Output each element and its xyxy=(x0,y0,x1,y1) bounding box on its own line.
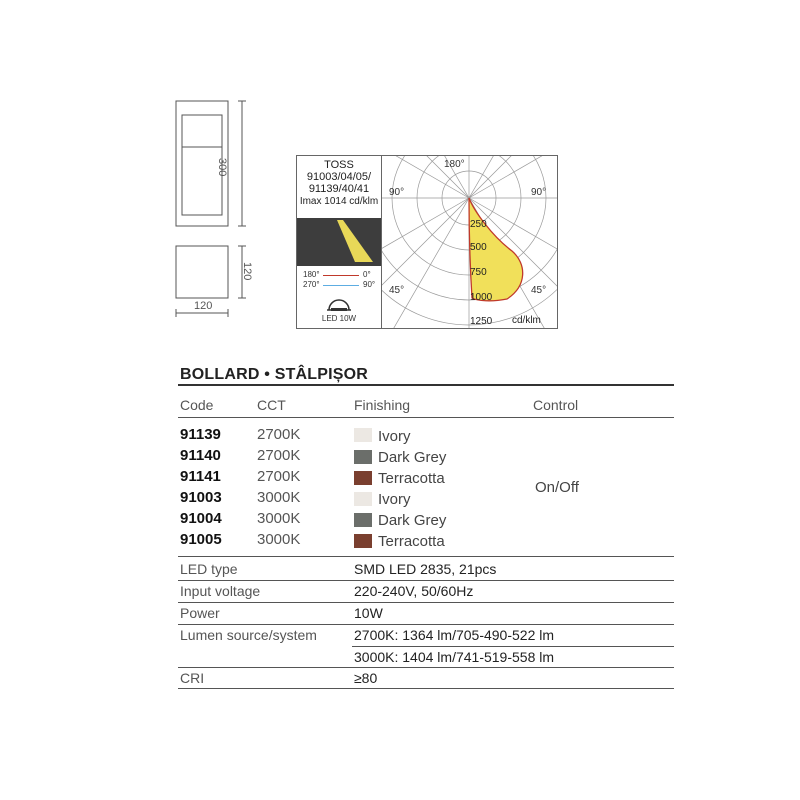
legend-line-blue xyxy=(323,285,359,286)
voltage-value: 220-240V, 50/60Hz xyxy=(354,583,474,599)
product-cct: 2700K xyxy=(257,447,301,464)
product-code: 91003 xyxy=(180,489,222,506)
header-cct: CCT xyxy=(257,397,286,413)
spec-rule-1 xyxy=(178,580,674,581)
legend-line-red xyxy=(323,275,359,276)
angle-90-right: 90° xyxy=(531,187,547,198)
intensity-unit: cd/klm xyxy=(512,315,541,326)
header-control: Control xyxy=(533,397,579,413)
ring-250: 250 xyxy=(470,219,487,230)
terracotta-swatch xyxy=(354,471,372,485)
title-rule xyxy=(178,384,674,386)
control-value: On/Off xyxy=(535,479,579,496)
header-code: Code xyxy=(180,397,214,413)
lumen-value-2700k: 2700K: 1364 lm/705-490-522 lm xyxy=(354,627,555,643)
ring-1000: 1000 xyxy=(470,292,493,303)
angle-45-left: 45° xyxy=(389,285,405,296)
product-code: 91139 xyxy=(180,426,221,443)
power-label: Power xyxy=(180,605,220,621)
terracotta-swatch xyxy=(354,534,372,548)
product-code: 91005 xyxy=(180,531,222,548)
spec-rule-5 xyxy=(178,688,674,689)
legend-90: 90° xyxy=(363,280,376,289)
angle-45-right: 45° xyxy=(531,285,547,296)
ivory-swatch xyxy=(354,492,372,506)
section-title: BOLLARD • STÂLPIȘOR xyxy=(180,366,369,383)
luminaire-name: TOSS xyxy=(324,159,354,171)
product-finish: Terracotta xyxy=(378,533,445,550)
lumen-value-3000k: 3000K: 1404 lm/741-519-558 lm xyxy=(354,649,555,665)
power-value: 10W xyxy=(354,605,383,621)
cri-label: CRI xyxy=(180,670,205,686)
product-cct: 3000K xyxy=(257,531,301,548)
dark-grey-swatch xyxy=(354,450,372,464)
product-cct: 3000K xyxy=(257,489,301,506)
ring-1250: 1250 xyxy=(470,316,493,327)
ivory-swatch xyxy=(354,428,372,442)
lumen-label: Lumen source/system xyxy=(180,627,317,643)
spec-rule-4 xyxy=(178,667,674,668)
product-cct: 3000K xyxy=(257,510,301,527)
spec-rule-2 xyxy=(178,602,674,603)
product-finish: Dark Grey xyxy=(378,449,447,466)
legend-270: 270° xyxy=(303,280,320,289)
ring-500: 500 xyxy=(470,242,487,253)
depth-dimension: 120 xyxy=(241,262,253,281)
width-dimension: 120 xyxy=(194,300,213,312)
lumen-inner-rule xyxy=(352,646,674,647)
codes-line-2: 91139/40/41 xyxy=(308,183,370,195)
product-code: 91140 xyxy=(180,447,221,464)
voltage-label: Input voltage xyxy=(180,583,261,599)
cri-value: ≥80 xyxy=(354,670,378,686)
legend-0: 0° xyxy=(363,270,371,279)
dark-grey-swatch xyxy=(354,513,372,527)
spec-rule-3 xyxy=(178,624,674,625)
product-finish: Dark Grey xyxy=(378,512,447,529)
product-finish: Ivory xyxy=(378,428,411,445)
rows-rule xyxy=(178,556,674,557)
photometric-info xyxy=(297,156,382,328)
product-finish: Terracotta xyxy=(378,470,445,487)
beam-preview xyxy=(297,218,381,266)
curve-legend xyxy=(301,270,379,290)
angle-90-left: 90° xyxy=(389,187,405,198)
product-cct: 2700K xyxy=(257,468,301,485)
header-rule xyxy=(178,417,674,418)
angle-180: 180° xyxy=(444,159,465,170)
legend-180: 180° xyxy=(303,270,320,279)
product-code: 91141 xyxy=(180,468,221,485)
photometric-panel xyxy=(296,155,558,329)
led-label: LED 10W xyxy=(321,314,357,323)
led-type-value: SMD LED 2835, 21pcs xyxy=(354,561,497,577)
product-finish: Ivory xyxy=(378,491,411,508)
imax-value: Imax 1014 cd/klm xyxy=(299,196,379,207)
ring-750: 750 xyxy=(470,267,487,278)
product-code: 91004 xyxy=(180,510,222,527)
height-dimension: 300 xyxy=(216,158,228,177)
led-icon xyxy=(323,294,355,314)
product-cct: 2700K xyxy=(257,426,301,443)
led-type-label: LED type xyxy=(180,561,238,577)
header-finishing: Finishing xyxy=(354,397,411,413)
codes-line-1: 91003/04/05/ xyxy=(306,171,372,183)
